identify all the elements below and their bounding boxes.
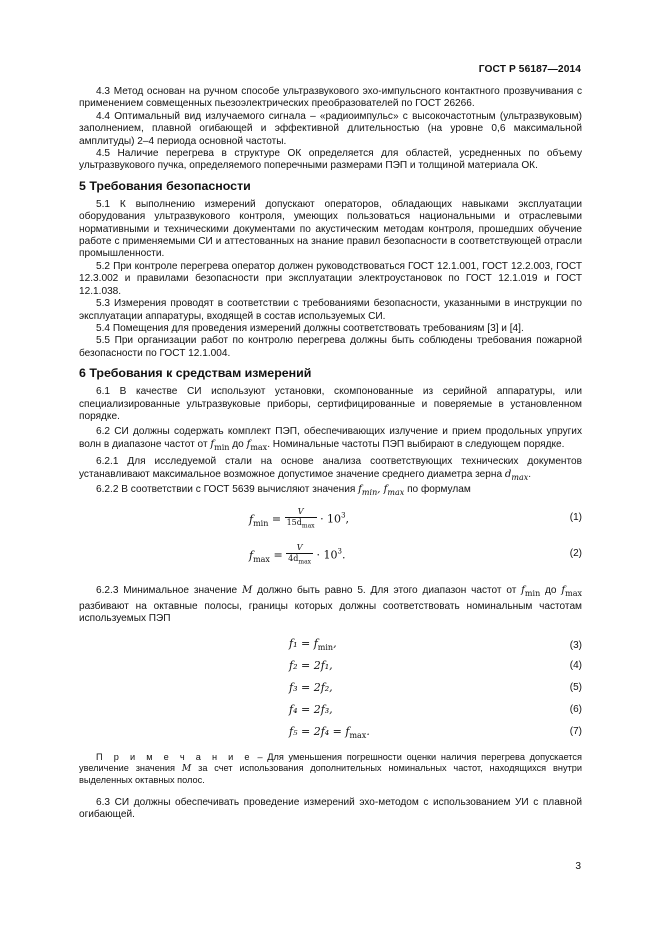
paragraph-5-2: 5.2 При контроле перегрева оператор должен руководствоваться ГОСТ 12.1.001, ГОСТ 12.2.003, ГОСТ 12.3.002 и правилами безопасности при эксплуатации электроустановок по ГОСТ 12.1.019 и ГОСТ 12.1.038. (79, 260, 582, 297)
d-max-symbol: $d_{max}$ (504, 468, 529, 482)
paragraph-5-1: 5.1 К выполнению измерений допускают операторов, обладающих навыками эксплуатации оборудования ультразвукового контроля, умеющих пользоваться национальными и отраслевыми нормативными и техническими документами по акустическим методам контроля, прошедших обучение работе с применяемыми СИ и аттестованных на знание правил безопасности в соответствующей отрасли промышленности. (79, 198, 582, 260)
formula-2: $f_{max}$ = $\frac{V}{4d_{max}}$ · $10^3$. (2) (249, 543, 582, 567)
page-body (79, 86, 582, 822)
document-header: ГОСТ Р 56187—2014 (478, 64, 581, 75)
section-6-title: 6 Требования к средствам измерений (79, 366, 312, 381)
formula-3: $f_1 = f_{min}$, (3) (289, 636, 582, 652)
paragraph-6-2-3: 6.2.3 Минимальное значение M должно быть равно 5. Для этого диапазон частот от $f_{min}$ до $f_{max}$ разбивают на октавные полосы, границы которых должны соответствовать номинальным частотам используемых ПЭП (79, 585, 582, 625)
f-min-max-symbols: $f_{min}$, $f_{max}$ (358, 484, 405, 498)
formula-7: $f_5 = 2f_4 = f_{max}$. (7) (289, 724, 582, 740)
formula-1: $f_{min}$ = $\frac{V}{15d_{max}}$ · $10^3$, (1) (249, 507, 582, 531)
paragraph-6-2-1: 6.2.1 Для исследуемой стали на основе анализа соответствующих технических документов устанавливают максимальное возможное допустимое значение среднего диаметра зерна $d_{max}$. (79, 456, 582, 482)
section-5-title: 5 Требования безопасности (79, 178, 251, 193)
paragraph-4-5: 4.5 Наличие перегрева в структуре ОК определяется для областей, усредненных по объему ультразвукового пучка, определяемого поперечными размерами ПЭП и толщиной материала ОК. (79, 148, 582, 172)
paragraph-4-3: 4.3 Метод основан на ручном способе ультразвукового эхо-импульсного контактного прозвучивания с применением совмещенных пьезоэлектрических преобразователей по ГОСТ 26266. (79, 86, 582, 110)
octave-formulas (79, 636, 582, 746)
paragraph-6-1: 6.1 В качестве СИ используют установки, скомпонованные из серийной аппаратуры, или специализированные ультразвуковые приборы, сертифицированные и поверяемые в установленном порядке. (79, 386, 582, 422)
note: П р и м е ч а н и е – Для уменьшения погрешности оценки наличия перегрева допускается увеличение значения M за счет использования дополнительных номинальных частот, находящихся внутри выделенных октавных полос. (79, 751, 582, 786)
f-min-symbol: $f_{min}$ (210, 438, 230, 452)
paragraph-5-4: 5.4 Помещения для проведения измерений должны соответствовать требованиям [3] и [4]. (96, 322, 524, 334)
paragraph-5-5: 5.5 При организации работ по контролю перегрева должны быть соблюдены требования пожарной безопасности по ГОСТ 12.1.004. (79, 335, 582, 359)
f-max-symbol: $f_{max}$ (246, 438, 268, 452)
formula-5: f₃ = 2f₂, (5) (289, 680, 582, 694)
paragraph-4-4: 4.4 Оптимальный вид излучаемого сигнала – «радиоимпульс» с высокочастотным (ультразвуковым) заполнением, плавной огибающей и эффективной длительностью (на уровне 0,6 максимальной амплитуды) 2–4 периода основной частоты. (79, 110, 582, 147)
paragraph-5-3: 5.3 Измерения проводят в соответствии с требованиями безопасности, указанными в инструкции по эксплуатации аппаратуры, входящей в состав используемых СИ. (79, 298, 582, 322)
paragraph-6-3: 6.3 СИ должны обеспечивать проведение измерений эхо-методом с использованием УИ с плавной огибающей. (79, 797, 582, 821)
formula-4: f₂ = 2f₁, (4) (289, 658, 582, 672)
paragraph-6-2: 6.2 СИ должны содержать комплект ПЭП, обеспечивающих излучение и прием продольных упругих волн в диапазоне частот от $f_{min}$ до $f_{max}$. Номинальные частоты ПЭП выбирают в следующем порядке. (79, 426, 582, 452)
page-number: 3 (575, 861, 581, 872)
paragraph-6-2-2: 6.2.2 В соответствии с ГОСТ 5639 вычисляют значения $f_{min}$, $f_{max}$ по формулам (96, 484, 471, 498)
formula-6: f₄ = 2f₃, (6) (289, 702, 582, 716)
